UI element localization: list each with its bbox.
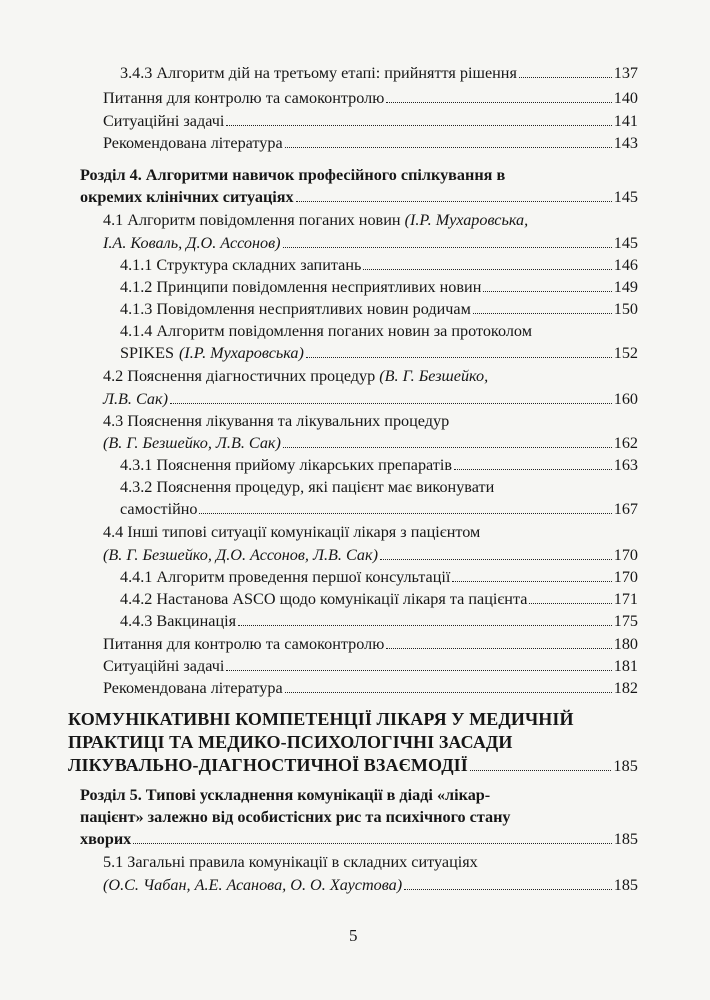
dot-leader [454,469,612,470]
entry-page: 141 [613,112,638,130]
entry-authors: (В. Г. Безшейко, Л.В. Сак) [103,434,281,452]
entry-page: 170 [613,568,638,586]
entry-page: 162 [613,434,638,452]
entry-authors: (В. Г. Безшейко, Д.О. Ассонов, Л.В. Сак) [103,546,378,564]
toc-entry-4-3 [103,433,638,453]
entry-page: 143 [613,134,638,152]
entry-authors: (І.Р. Мухаровська, [404,211,529,229]
entry-page: 150 [613,300,638,318]
dot-leader [283,247,612,248]
dot-leader [483,291,611,292]
toc-entry-4-1-4 [120,343,638,363]
toc-entry-4-4 [103,545,638,565]
dot-leader [529,603,611,604]
entry-page: 137 [613,64,638,82]
dot-leader [470,770,612,771]
dot-leader [519,77,612,78]
dot-leader [452,581,611,582]
toc-entry-4-4-3 [120,611,638,631]
dot-leader [473,313,612,314]
dot-leader [133,843,611,844]
entry-authors: (О.С. Чабан, А.Е. Асанова, О. О. Хаустова) [103,876,403,894]
entry-page: 146 [613,256,638,274]
section-5-title-line2: пацієнт» залежно від особистісних рис та психічного стану [80,808,511,826]
dot-leader [380,559,612,560]
dot-leader [283,447,612,448]
entry-title: 4.4.1 Алгоритм проведення першої консультації [120,568,451,586]
entry-page: 185 [613,876,638,894]
section-5-title-line1: Розділ 5. Типові ускладнення комунікації в діаді «лікар- [80,786,491,804]
entry-title: хворих [80,830,132,848]
entry-4-3-2-line1: 4.3.2 Пояснення процедур, які пацієнт має виконувати [120,478,495,496]
dot-leader [285,147,612,148]
entry-title: 4.1.2 Принципи повідомлення несприятливих новин [120,278,482,296]
entry-page: 163 [613,456,638,474]
toc-entry-4-1 [103,233,638,253]
entry-title: 4.1 Алгоритм повідомлення поганих новин [103,211,401,229]
entry-4-2-line1 [103,366,488,386]
toc-entry-4-1-1 [120,255,638,275]
page-number: 5 [349,926,358,945]
entry-page: 149 [613,278,638,296]
toc-entry-part [68,753,638,778]
entry-authors: І.А. Коваль, Д.О. Ассонов) [103,234,281,252]
entry-title: 3.4.3 Алгоритм дій на третьому етапі: прийняття рішення [120,64,517,82]
entry-title: Рекомендована література [103,679,283,697]
toc-entry-4-1-2 [120,277,638,297]
entry-title: 4.4.3 Вакцинація [120,612,237,630]
entry-page: 175 [613,612,638,630]
toc-entry-section-4 [80,187,638,207]
dot-leader [226,670,611,671]
entry-authors: (В. Г. Безшейко, [379,367,489,385]
toc-entry-tasks-1 [103,111,638,131]
entry-title: Питання для контролю та самоконтролю [103,89,385,107]
part-title-line2: ПРАКТИЦІ ТА МЕДИКО-ПСИХОЛОГІЧНІ ЗАСАДИ [68,732,513,752]
entry-page: 145 [613,188,638,206]
entry-title: Питання для контролю та самоконтролю [103,635,385,653]
dot-leader [306,357,612,358]
toc-entry-5-1 [103,875,638,895]
toc-entry-4-3-2 [120,499,638,519]
toc-entry-questions-2 [103,634,638,654]
toc-entry-4-4-2 [120,589,638,609]
entry-page: 171 [613,590,638,608]
entry-page: 167 [613,500,638,518]
dot-leader [170,403,612,404]
entry-title: 4.2 Пояснення діагностичних процедур [103,367,376,385]
entry-title: ЛІКУВАЛЬНО-ДІАГНОСТИЧНОЇ ВЗАЄМОДІЇ [68,755,468,775]
entry-title: окремих клінічних ситуаціях [80,188,294,206]
entry-page: 145 [613,234,638,252]
entry-title: Рекомендована література [103,134,283,152]
toc-entry-tasks-2 [103,656,638,676]
toc-entry-4-4-1 [120,567,638,587]
entry-title: 4.1.1 Структура складних запитань [120,256,362,274]
entry-page: 180 [613,635,638,653]
dot-leader [226,125,611,126]
dot-leader [199,513,611,514]
toc-entry-questions-1 [103,88,638,108]
entry-page: 160 [613,390,638,408]
dot-leader [296,201,612,202]
entry-4-1-line1 [103,210,528,230]
dot-leader [285,692,612,693]
toc-entry-literature-1 [103,133,638,153]
entry-page: 170 [613,546,638,564]
entry-5-1-line1: 5.1 Загальні правила комунікації в складних ситуаціях [103,853,478,871]
entry-authors: Л.В. Сак) [103,390,168,408]
entry-page: 140 [613,89,638,107]
dot-leader [238,625,612,626]
toc-entry-3-4-3 [120,63,638,83]
entry-title: самостійно [120,500,198,518]
entry-page: 185 [613,757,638,775]
toc-entry-4-3-1 [120,455,638,475]
entry-page: 185 [613,830,638,848]
entry-page: 181 [613,657,638,675]
dot-leader [386,648,611,649]
dot-leader [404,889,612,890]
entry-title: 4.3.1 Пояснення прийому лікарських препаратів [120,456,453,474]
entry-title: 4.4.2 Настанова ASCO щодо комунікації лікаря та пацієнта [120,590,528,608]
entry-title: Ситуаційні задачі [103,657,225,675]
entry-page: 182 [613,679,638,697]
dot-leader [363,269,611,270]
toc-entry-4-2 [103,389,638,409]
entry-4-4-line1: 4.4 Інші типові ситуації комунікації лікаря з пацієнтом [103,523,481,541]
toc-entry-section-5 [80,829,638,849]
entry-title: SPIKES [120,344,174,362]
toc-entry-literature-2 [103,678,638,698]
entry-authors: (І.Р. Мухаровська) [178,344,304,362]
dot-leader [386,102,611,103]
part-title-line1: КОМУНІКАТИВНІ КОМПЕТЕНЦІЇ ЛІКАРЯ У МЕДИЧНІЙ [68,709,574,729]
entry-page: 152 [613,344,638,362]
entry-4-3-line1: 4.3 Пояснення лікування та лікувальних процедур [103,412,450,430]
section-4-title-line1: Розділ 4. Алгоритми навичок професійного спілкування в [80,166,506,184]
entry-title: 4.1.3 Повідомлення несприятливих новин родичам [120,300,471,318]
entry-4-1-4-line1: 4.1.4 Алгоритм повідомлення поганих новин за протоколом [120,322,532,340]
entry-title: Ситуаційні задачі [103,112,225,130]
toc-entry-4-1-3 [120,299,638,319]
